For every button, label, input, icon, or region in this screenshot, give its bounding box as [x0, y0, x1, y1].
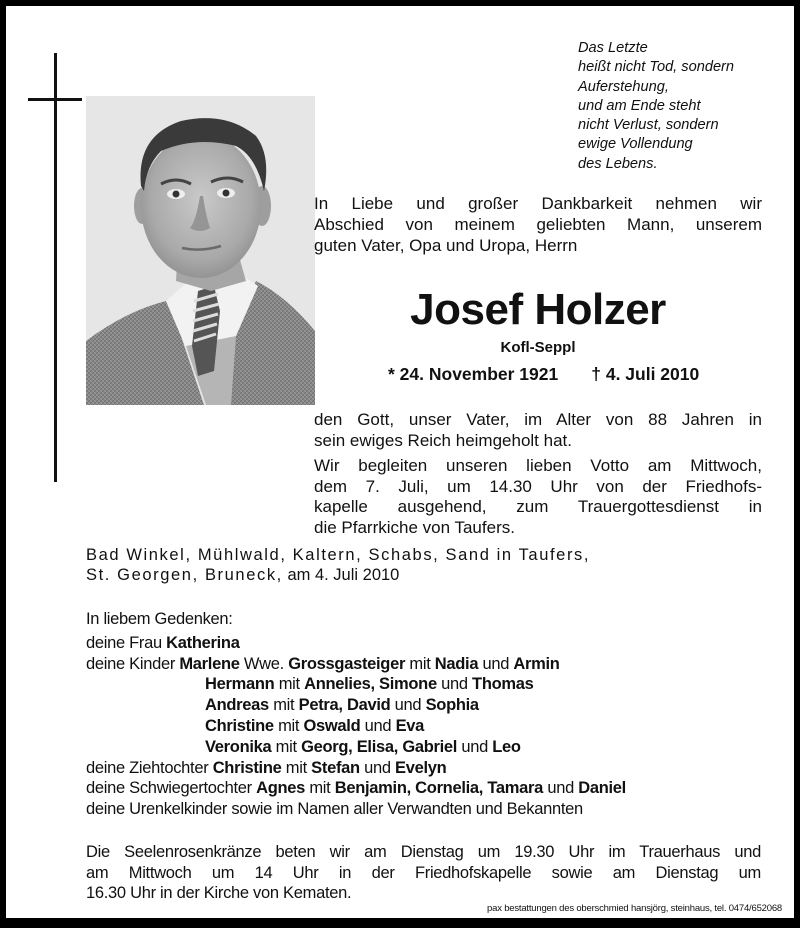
mourner-name: Georg, Elisa, Gabriel	[301, 737, 458, 756]
connector-text: mit	[405, 654, 435, 673]
places-line: Bad Winkel, Mühlwald, Kaltern, Schabs, Sand in Taufers,	[86, 546, 591, 564]
connector-text: und	[543, 779, 579, 798]
birth-date: * 24. November 1921	[388, 364, 559, 384]
mourner-name: Evelyn	[395, 758, 447, 777]
cross-icon-horizontal	[28, 98, 82, 101]
mourner-name: Sophia	[425, 696, 479, 715]
mourner-foster-daughter	[86, 758, 626, 779]
connector-text: mit	[281, 758, 312, 777]
mourner-name: Daniel	[578, 779, 626, 798]
memorial-heading: In liebem Gedenken:	[86, 610, 233, 628]
deceased-nickname: Kofl-Seppl	[500, 339, 576, 356]
places-line-2: St. Georgen, Bruneck,	[86, 566, 283, 584]
places-and-date	[86, 545, 590, 585]
mourners-list	[86, 609, 626, 820]
quote-line: des Lebens.	[578, 155, 658, 172]
mourner-name: Grossgasteiger	[288, 654, 406, 673]
connector-text: mit	[273, 716, 304, 735]
connector-text: und	[457, 737, 493, 756]
funeral-home-credit: pax bestattungen des oberschmied hansjörg, steinhaus, tel. 0474/652068	[487, 903, 782, 914]
mourner-name: Leo	[492, 737, 521, 756]
mourner-name: Nadia	[434, 654, 479, 673]
mourner-children-row	[86, 674, 626, 695]
mourner-name: Veronika	[205, 737, 272, 756]
announcement-text	[314, 410, 762, 538]
place-date: am 4. Juli 2010	[282, 566, 400, 584]
text-line: den Gott, unser Vater, im Alter von 88 Jahren in	[314, 410, 762, 429]
mourner-name: Agnes	[256, 779, 306, 798]
mourner-name: Armin	[513, 654, 560, 673]
mourner-name: Stefan	[311, 758, 360, 777]
mourner-name: Annelies, Simone	[304, 675, 437, 694]
mourner-name: Oswald	[303, 716, 361, 735]
wife-name: Katherina	[166, 633, 240, 652]
places-date-line	[86, 565, 590, 585]
mourner-name: Marlene	[179, 654, 240, 673]
text-line: sein ewiges Reich heimgeholt hat.	[314, 430, 572, 450]
mourner-name: Christine	[212, 758, 282, 777]
mourner-children-row	[86, 737, 626, 758]
rosary-info	[86, 842, 761, 904]
funeral-paragraph	[314, 456, 762, 538]
deceased-name: Josef Holzer	[410, 285, 666, 334]
mourner-name: Andreas	[205, 696, 269, 715]
rosary-line: am Mittwoch um 14 Uhr in der Friedhofskapelle sowie am Dienstag um	[86, 863, 761, 882]
connector-text: und	[478, 654, 514, 673]
portrait-illustration	[86, 96, 315, 405]
mourner-closing: deine Urenkelkinder sowie im Namen aller Verwandten und Bekannten	[86, 800, 583, 819]
connector-text: mit	[271, 737, 302, 756]
mourner-name: Eva	[395, 716, 425, 735]
mourner-name: Christine	[205, 716, 274, 735]
text-line: Wir begleiten unseren lieben Votto am Mittwoch,	[314, 456, 762, 475]
cross-icon-vertical	[54, 53, 57, 482]
connector-text: deine Schwiegertochter	[86, 779, 257, 798]
connector-text: mit	[305, 779, 335, 798]
connector-text: und	[436, 675, 473, 694]
intro-line: guten Vater, Opa und Uropa, Herrn	[314, 236, 578, 255]
mourner-name: Petra, David	[298, 696, 391, 715]
mourner-name: Thomas	[472, 675, 534, 694]
mourner-children-row	[86, 695, 626, 716]
rosary-line: Die Seelenrosenkränze beten wir am Dienstag um 19.30 Uhr im Trauerhaus und	[86, 843, 761, 861]
death-date: † 4. Juli 2010	[591, 364, 700, 384]
intro-line: In Liebe und großer Dankbarkeit nehmen wir	[314, 194, 762, 213]
quote-line: Das Letzte	[578, 40, 648, 56]
connector-text: mit	[268, 696, 299, 715]
mourner-children-row: deine Kinder Marlene Wwe. Grossgasteiger mit Nadia und Armin	[86, 654, 560, 673]
mourner-daughter-in-law	[86, 778, 626, 799]
intro-line: Abschied von meinem geliebten Mann, unserem	[314, 215, 762, 234]
text-line: kapelle ausgehend, zum Trauergottesdienst in	[314, 497, 762, 516]
quote-line: und am Ende steht	[578, 97, 701, 114]
quote-line: Auferstehung,	[578, 78, 669, 95]
rosary-line: 16.30 Uhr in der Kirche von Kematen.	[86, 884, 352, 902]
quote-line: nicht Verlust, sondern	[578, 117, 719, 134]
connector-text: Wwe.	[239, 654, 289, 673]
mourner-children-row	[86, 716, 626, 737]
passing-paragraph	[314, 410, 762, 451]
connector-text: mit	[274, 675, 305, 694]
portrait-photo	[86, 96, 315, 405]
text-line: die Pfarrkiche von Taufers.	[314, 517, 515, 537]
mourner-name: Benjamin, Cornelia, Tamara	[334, 779, 544, 798]
quote-line: heißt nicht Tod, sondern	[578, 59, 735, 76]
connector-text: deine Ziehtochter	[86, 758, 213, 777]
connector-text: und	[390, 696, 426, 715]
life-dates	[388, 363, 699, 385]
connector-text: und	[360, 716, 396, 735]
quote-verse	[578, 39, 734, 174]
quote-line: ewige Vollendung	[578, 136, 693, 153]
text-line: dem 7. Juli, um 14.30 Uhr von der Friedhofs-	[314, 476, 762, 496]
connector-text: und	[359, 758, 396, 777]
obituary-notice	[6, 6, 794, 918]
mourner-wife: deine Frau Katherina	[86, 633, 240, 652]
mourner-name: Hermann	[205, 675, 275, 694]
intro-text	[314, 193, 762, 256]
